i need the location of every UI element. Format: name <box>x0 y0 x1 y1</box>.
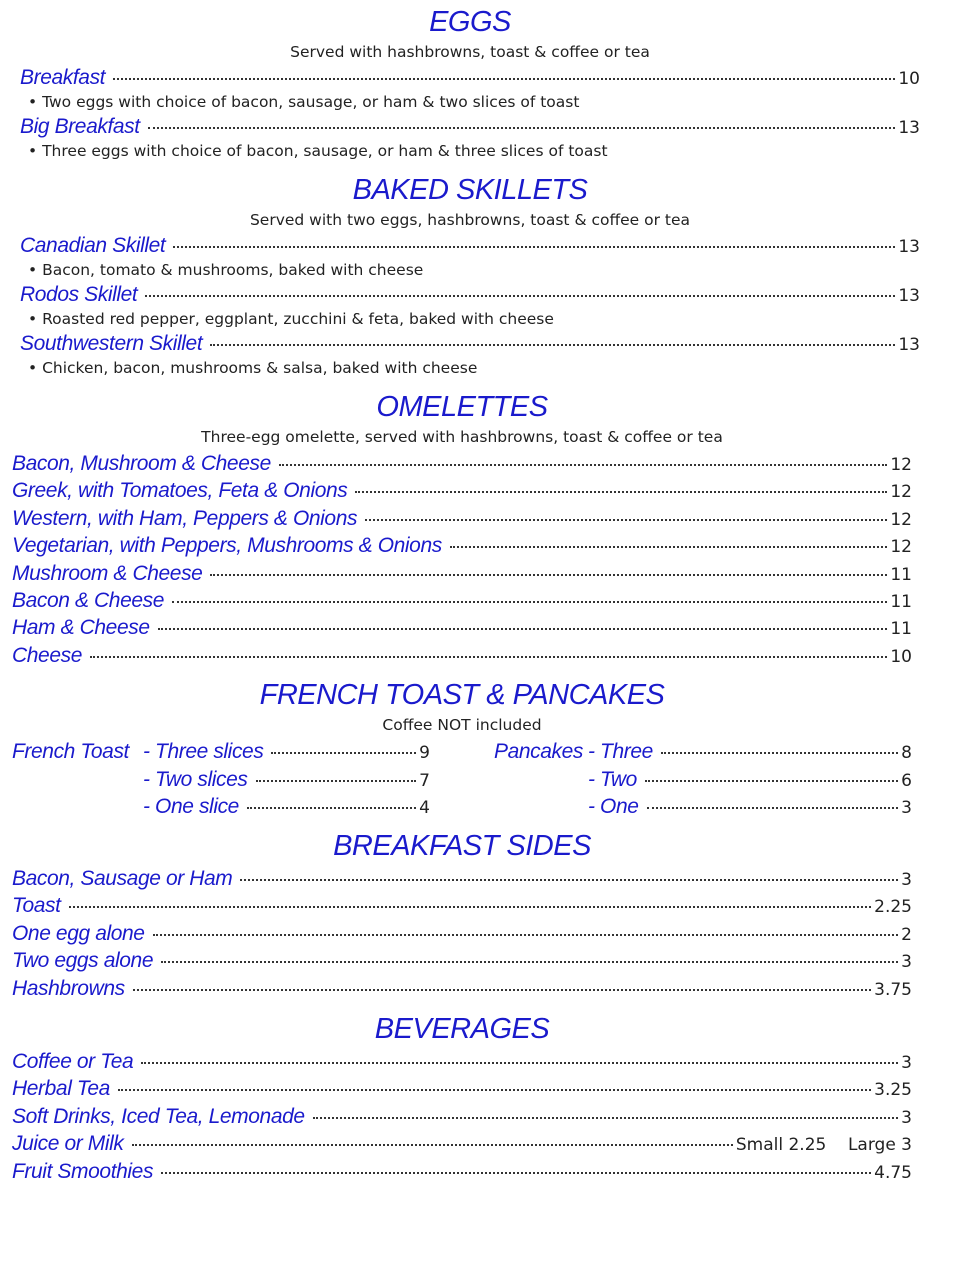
column-pancakes <box>494 738 912 821</box>
dot-leader <box>148 127 896 129</box>
item-name: French Toast <box>12 740 129 763</box>
item-price: 11 <box>890 591 912 612</box>
menu-item <box>20 65 920 90</box>
option-label: - One <box>588 795 639 818</box>
item-name: Bacon & Cheese <box>12 588 165 612</box>
section-baked-skillets <box>12 173 920 377</box>
column-french-toast <box>12 738 430 821</box>
menu-item <box>494 738 912 766</box>
menu-item <box>20 114 920 139</box>
bullet-icon: • <box>28 142 43 160</box>
description-text: Bacon, tomato & mushrooms, baked with cheese <box>42 261 424 279</box>
menu-item <box>494 766 912 794</box>
item-price: 3 <box>901 1107 912 1128</box>
dot-leader <box>210 344 895 346</box>
dot-leader <box>172 601 887 603</box>
section-title: OMELETTES <box>376 391 548 423</box>
item-name: Southwestern Skillet <box>20 332 203 355</box>
item-price: 4 <box>419 798 430 818</box>
item-price: 10 <box>890 646 912 667</box>
item-price: 11 <box>890 619 912 640</box>
section-beverages <box>12 1012 912 1185</box>
section-title: BAKED SKILLETS <box>352 174 588 206</box>
dot-leader <box>355 491 887 493</box>
item-name: Cheese <box>12 643 82 667</box>
item-price: 3 <box>901 798 912 818</box>
item-name: Bacon, Mushroom & Cheese <box>12 452 271 475</box>
menu-item <box>12 793 430 821</box>
item-description <box>20 258 920 282</box>
section-breakfast-sides <box>12 829 912 1002</box>
option-label: - Two slices <box>143 767 248 791</box>
option-label: - Three <box>588 740 653 763</box>
item-price: 10 <box>898 69 920 89</box>
item-name: Rodos Skillet <box>20 283 138 306</box>
item-price: 3.25 <box>874 1080 912 1101</box>
item-description <box>20 90 920 114</box>
item-price: 12 <box>890 482 912 503</box>
item-name: Juice or Milk <box>12 1132 124 1156</box>
dot-leader <box>118 1089 871 1091</box>
option-label: - Three slices <box>143 740 264 763</box>
item-price: 12 <box>890 509 912 530</box>
item-price: 13 <box>898 286 920 306</box>
bullet-icon: • <box>28 359 43 377</box>
dot-leader <box>210 574 887 576</box>
dot-leader <box>173 246 895 248</box>
item-name: Bacon, Sausage or Ham <box>12 867 233 890</box>
dot-leader <box>240 879 898 881</box>
menu-item <box>494 793 912 821</box>
item-name: Mushroom & Cheese <box>12 561 203 585</box>
item-name: One egg alone <box>12 921 145 945</box>
section-subtitle: Served with hashbrowns, toast & coffee or tea <box>290 43 650 61</box>
item-name: Big Breakfast <box>20 115 140 138</box>
item-price: 9 <box>419 743 430 763</box>
item-price: 11 <box>890 564 912 585</box>
section-subtitle: Three-egg omelette, served with hashbrowns, toast & coffee or tea <box>201 428 723 446</box>
item-price: 3.75 <box>874 979 912 1000</box>
item-name: Greek, with Tomatoes, Feta & Onions <box>12 479 348 503</box>
section-title: BREAKFAST SIDES <box>333 830 591 862</box>
item-price: 12 <box>890 455 912 475</box>
menu-item <box>12 892 912 919</box>
description-text: Two eggs with choice of bacon, sausage, or ham & two slices of toast <box>42 93 580 111</box>
item-name: Soft Drinks, Iced Tea, Lemonade <box>12 1104 305 1128</box>
columns <box>12 738 912 821</box>
dot-leader <box>132 1144 733 1146</box>
menu-item <box>12 766 430 794</box>
menu-item <box>12 1075 912 1102</box>
item-description <box>20 139 920 163</box>
item-price: 2 <box>901 924 912 945</box>
bullet-icon: • <box>28 310 43 328</box>
item-name: Pancakes <box>494 740 584 763</box>
menu-item <box>12 587 912 614</box>
item-price: 12 <box>890 537 912 558</box>
dot-leader <box>313 1117 899 1119</box>
item-price: Small 2.25 Large 3 <box>735 1135 912 1156</box>
menu-item <box>12 505 912 532</box>
menu-item <box>12 1158 912 1185</box>
dot-leader <box>365 519 887 521</box>
item-name: Ham & Cheese <box>12 616 150 640</box>
menu-item <box>12 1048 912 1075</box>
section-subtitle: Coffee NOT included <box>382 716 542 734</box>
item-price: 7 <box>419 770 430 791</box>
item-name: Fruit Smoothies <box>12 1159 154 1183</box>
menu-item <box>12 1130 912 1157</box>
item-name: Hashbrowns <box>12 976 125 1000</box>
item-price: 2.25 <box>874 897 912 918</box>
item-price: 3 <box>901 1053 912 1073</box>
section-omelettes <box>12 390 912 669</box>
menu-item <box>12 975 912 1002</box>
menu-item <box>12 532 912 559</box>
section-title: EGGS <box>429 6 511 38</box>
menu-item <box>12 865 912 892</box>
section-french-toast-pancakes <box>12 678 912 821</box>
bullet-icon: • <box>28 261 43 279</box>
menu-item <box>12 450 912 477</box>
menu-item <box>20 331 920 356</box>
item-name: Breakfast <box>20 66 106 89</box>
menu-item <box>12 614 912 641</box>
section-eggs <box>12 5 920 160</box>
menu-item <box>20 282 920 307</box>
option-label: - One slice <box>143 795 239 818</box>
dot-leader <box>133 989 871 991</box>
item-name: Herbal Tea <box>12 1077 110 1101</box>
item-price: 8 <box>901 743 912 763</box>
description-text: Chicken, bacon, mushrooms & salsa, baked with cheese <box>42 359 478 377</box>
dot-leader <box>645 780 898 782</box>
dot-leader <box>90 656 887 658</box>
dot-leader <box>256 780 417 782</box>
section-subtitle: Served with two eggs, hashbrowns, toast & coffee or tea <box>249 211 691 229</box>
description-text: Roasted red pepper, eggplant, zucchini & feta, baked with cheese <box>42 310 554 328</box>
item-price: 6 <box>901 770 912 791</box>
menu-item <box>12 560 912 587</box>
item-price: 13 <box>898 335 920 355</box>
menu-item <box>12 738 430 766</box>
item-price: 13 <box>898 237 920 257</box>
dot-leader <box>145 295 895 297</box>
dot-leader <box>153 934 899 936</box>
dot-leader <box>247 807 416 809</box>
menu-item <box>12 477 912 504</box>
item-price: 3 <box>901 952 912 973</box>
dot-leader <box>161 961 898 963</box>
dot-leader <box>158 628 888 630</box>
item-name: Coffee or Tea <box>12 1050 134 1073</box>
dot-leader <box>271 752 416 754</box>
item-description <box>20 356 920 380</box>
dot-leader <box>450 546 888 548</box>
item-price: 4.75 <box>874 1162 912 1183</box>
dot-leader <box>69 906 872 908</box>
bullet-icon: • <box>28 93 43 111</box>
dot-leader <box>161 1172 871 1174</box>
dot-leader <box>141 1062 898 1064</box>
menu-item <box>20 233 920 258</box>
dot-leader <box>113 78 895 80</box>
description-text: Three eggs with choice of bacon, sausage, or ham & three slices of toast <box>42 142 608 160</box>
dot-leader <box>661 752 898 754</box>
section-title: BEVERAGES <box>374 1013 550 1045</box>
menu-item <box>12 947 912 974</box>
menu-item <box>12 642 912 669</box>
section-title: FRENCH TOAST & PANCAKES <box>259 679 665 711</box>
item-name: Western, with Ham, Peppers & Onions <box>12 506 358 530</box>
menu-item <box>12 1103 912 1130</box>
option-label: - Two <box>588 767 637 791</box>
dot-leader <box>647 807 899 809</box>
item-name: Canadian Skillet <box>20 234 166 257</box>
item-description <box>20 307 920 331</box>
item-name: Two eggs alone <box>12 949 154 973</box>
menu-item <box>12 920 912 947</box>
item-name: Vegetarian, with Peppers, Mushrooms & Onions <box>12 534 442 558</box>
dot-leader <box>279 464 887 466</box>
item-price: 3 <box>901 870 912 890</box>
item-name: Toast <box>12 894 61 918</box>
item-price: 13 <box>898 118 920 138</box>
